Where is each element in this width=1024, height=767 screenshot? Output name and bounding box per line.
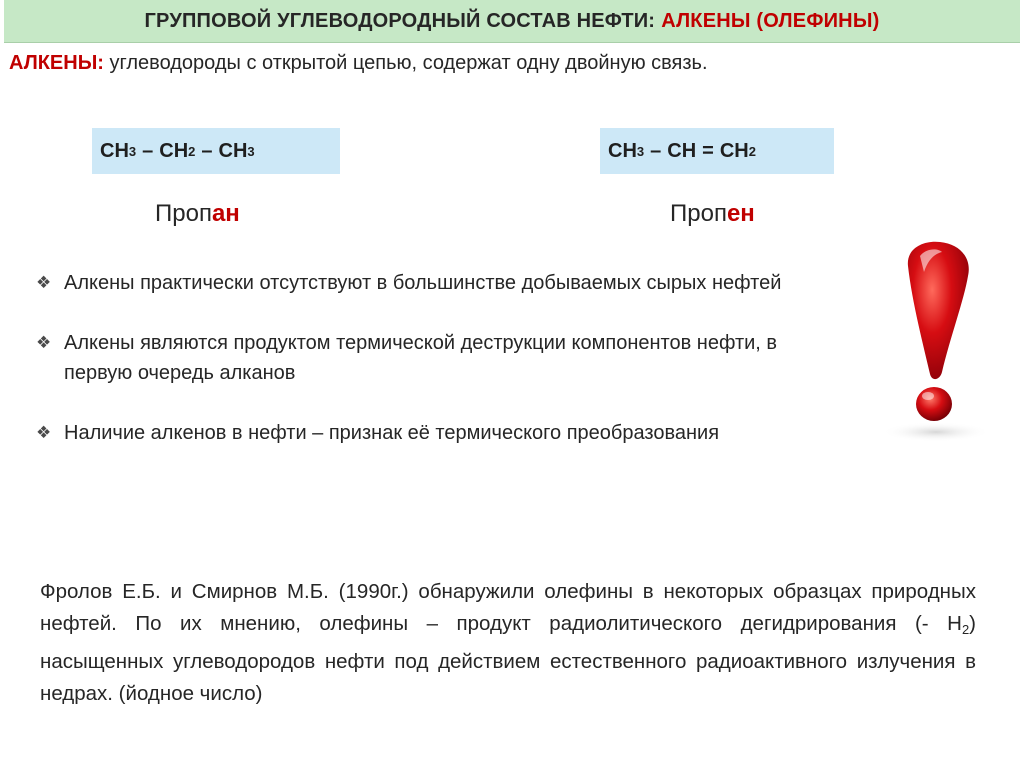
propene-name (670, 200, 755, 228)
exclamation-icon (876, 238, 992, 448)
note-text: ) насыщенных углеводородов нефти под действием естественного радиоактивного излучения в недрах. (йодное число) (40, 612, 976, 705)
bullet-list (36, 268, 826, 478)
diamond-bullet-icon: ❖ (36, 333, 52, 352)
bullet-item (36, 268, 826, 298)
formula-subscript: 3 (636, 143, 645, 159)
bullet-item (36, 328, 826, 388)
diamond-bullet-icon: ❖ (36, 273, 52, 292)
formula-subscript: 2 (188, 143, 196, 159)
title-bar (4, 0, 1020, 43)
formula-bond: – (142, 139, 154, 162)
formula-subscript: 3 (247, 143, 255, 159)
definition-term: АЛКЕНЫ: (9, 52, 104, 74)
title-accent: АЛКЕНЫ (ОЛЕФИНЫ) (661, 9, 880, 32)
formula-group: CH (218, 139, 248, 162)
propene-formula (600, 128, 834, 174)
propane-name (155, 200, 240, 228)
formula-group: CH (667, 139, 697, 162)
formula-subscript: 2 (748, 143, 756, 159)
bullet-text: Наличие алкенов в нефти – признак её термического преобразования (64, 422, 720, 444)
reference-note (40, 576, 976, 710)
diamond-bullet-icon: ❖ (36, 423, 52, 442)
formula-group: CH (608, 139, 637, 162)
formula-group: CH (159, 139, 189, 162)
formula-subscript: 3 (128, 143, 137, 159)
formula-group: CH (100, 139, 129, 162)
note-subscript: 2 (961, 622, 970, 637)
name-stem: Проп (670, 200, 727, 227)
name-stem: Проп (155, 200, 212, 227)
formula-group: CH (719, 139, 749, 162)
formula-bond: = (702, 139, 714, 162)
name-suffix: ан (211, 200, 240, 227)
bullet-item (36, 418, 826, 448)
bullet-text: Алкены практически отсутствуют в большинстве добываемых сырых нефтей (64, 272, 782, 294)
formula-bond: – (201, 139, 213, 162)
definition-text: углеводороды с открытой цепью, содержат одну двойную связь. (109, 52, 708, 74)
name-suffix: ен (726, 200, 755, 227)
propane-formula (92, 128, 340, 174)
bullet-text: Алкены являются продуктом термической деструкции компонентов нефти, в первую очередь алканов (64, 332, 778, 384)
note-text: Фролов Е.Б. и Смирнов М.Б. (1990г.) обнаружили олефины в некоторых образцах природных нефтей. По их мнению, олефины – продукт радиолитического дегидрирования (- H (40, 580, 976, 635)
title-text: ГРУППОВОЙ УГЛЕВОДОРОДНЫЙ СОСТАВ НЕФТИ: (144, 9, 656, 32)
formula-bond: – (650, 139, 662, 162)
definition (9, 52, 708, 75)
